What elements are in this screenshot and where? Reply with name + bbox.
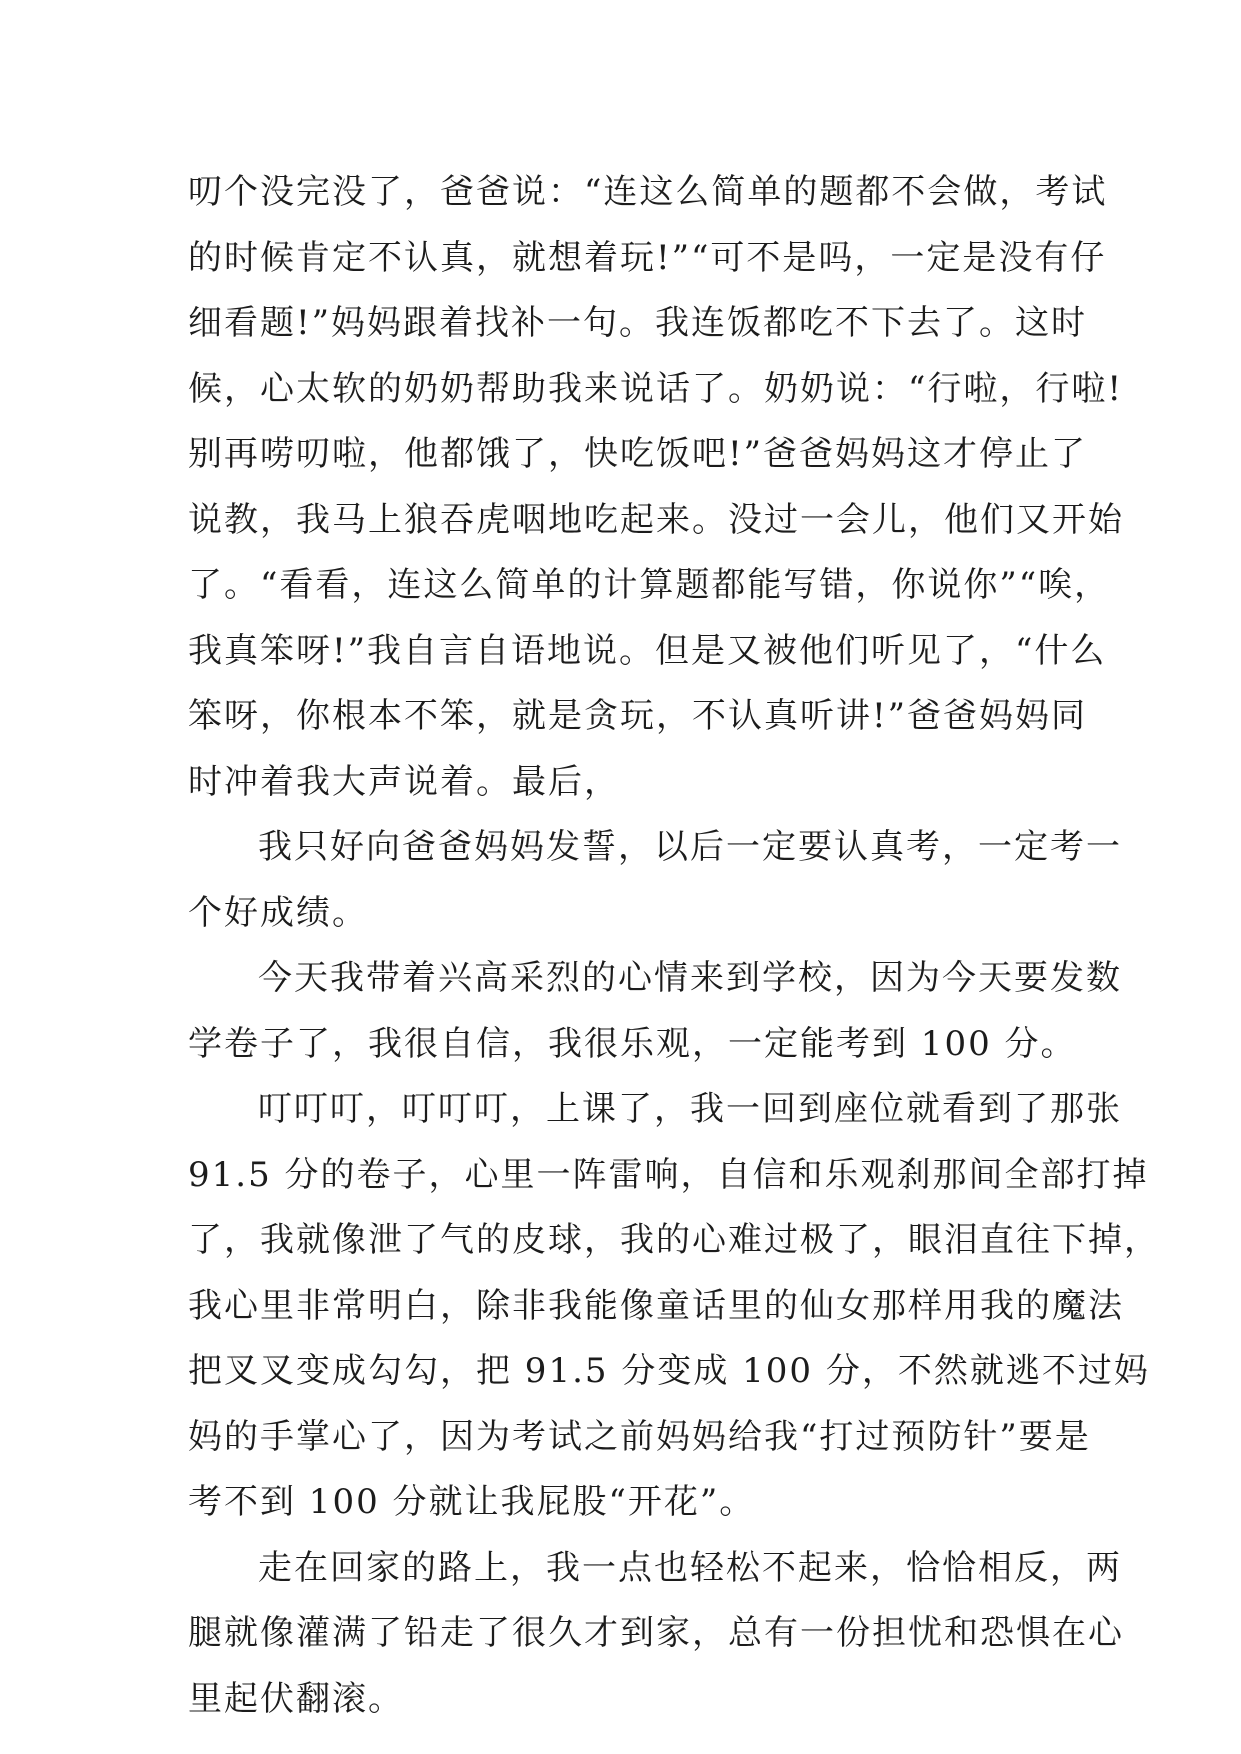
text-line: 叨个没完没了，爸爸说：“连这么简单的题都不会做，考试 — [188, 172, 1108, 212]
text-line: 腿就像灌满了铅走了很久才到家，总有一份担忧和恐惧在心 — [188, 1613, 1124, 1653]
text-line: 说教，我马上狼吞虎咽地吃起来。没过一会儿，他们又开始 — [188, 499, 1124, 540]
document-body — [188, 160, 1160, 1732]
text-line: 别再唠叨啦，他都饿了，快吃饭吧!”爸爸妈妈这才停止了 — [188, 434, 1088, 474]
text-line: 把叉叉变成勾勾，把 91.5 分变成 100 分，不然就逃不过妈 — [188, 1351, 1150, 1391]
text-line: 个好成绩。 — [188, 892, 368, 933]
text-line: 细看题!”妈妈跟着找补一句。我连饭都吃不下去了。这时 — [188, 303, 1088, 343]
text-line: 里起伏翻滚。 — [188, 1678, 404, 1719]
text-line: 走在回家的路上，我一点也轻松不起来，恰恰相反，两 — [258, 1547, 1122, 1588]
text-line: 候，心太软的奶奶帮助我来说话了。奶奶说：“行啦，行啦! — [188, 368, 1124, 409]
paragraph-4 — [188, 1077, 1160, 1536]
paragraph-1 — [188, 160, 1124, 815]
paragraph-2 — [188, 815, 1122, 946]
text-line: 叮叮叮，叮叮叮，上课了，我一回到座位就看到了那张 — [258, 1089, 1122, 1129]
text-line: 了。“看看，连这么简单的计算题都能写错，你说你”“唉， — [188, 565, 1111, 605]
text-line: 我只好向爸爸妈妈发誓，以后一定要认真考，一定考一 — [258, 827, 1122, 867]
text-line: 了，我就像泄了气的皮球，我的心难过极了，眼泪直往下掉， — [188, 1220, 1160, 1260]
text-line: 我心里非常明白，除非我能像童话里的仙女那样用我的魔法 — [188, 1285, 1124, 1326]
text-line: 时冲着我大声说着。最后， — [188, 761, 620, 802]
text-line: 91.5 分的卷子，心里一阵雷响，自信和乐观刹那间全部打掉 — [188, 1154, 1149, 1195]
text-line: 考不到 100 分就让我屁股“开花”。 — [188, 1482, 756, 1522]
text-line: 的时候肯定不认真，就想着玩!”“可不是吗，一定是没有仔 — [188, 237, 1107, 278]
text-line: 我真笨呀!”我自言自语地说。但是又被他们听见了，“什么 — [188, 630, 1107, 671]
text-line: 今天我带着兴高采烈的心情来到学校，因为今天要发数 — [258, 958, 1122, 998]
text-line: 学卷子了，我很自信，我很乐观，一定能考到 100 分。 — [188, 1023, 1077, 1064]
paragraph-5 — [188, 1536, 1124, 1733]
text-line: 妈的手掌心了，因为考试之前妈妈给我“打过预防针”要是 — [188, 1416, 1091, 1457]
paragraph-3 — [188, 946, 1122, 1077]
text-line: 笨呀，你根本不笨，就是贪玩，不认真听讲!”爸爸妈妈同 — [188, 696, 1088, 736]
